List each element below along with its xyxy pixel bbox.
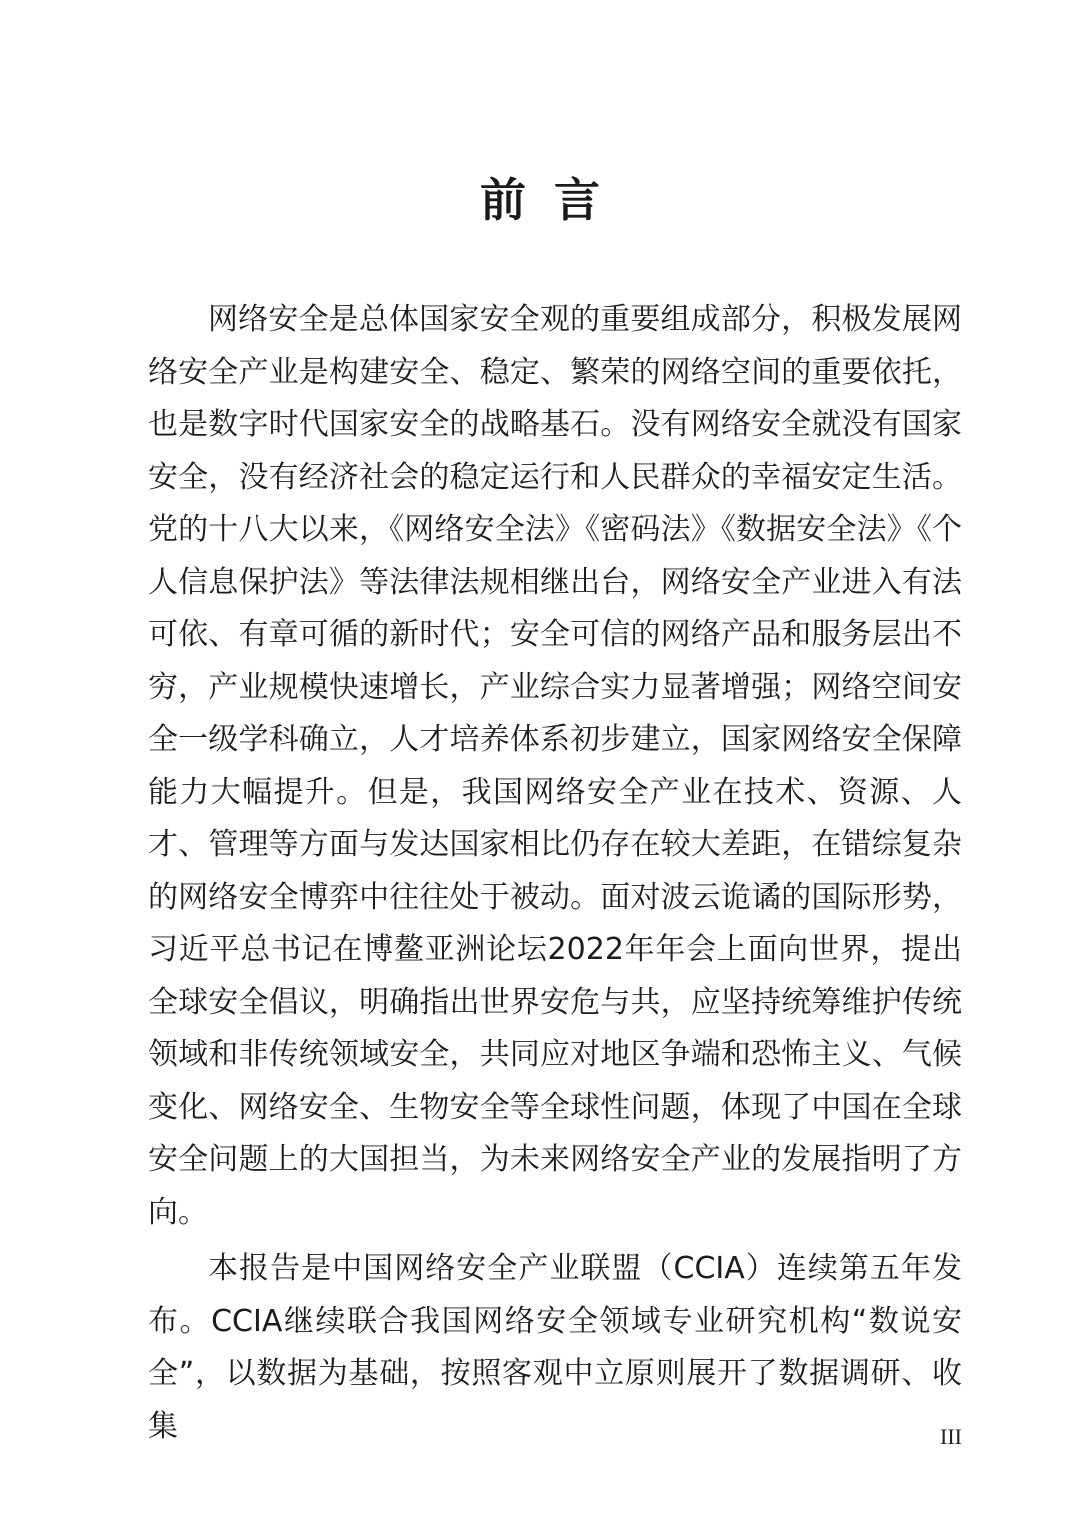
body-text <box>148 294 962 1453</box>
paragraph-2: 本报告是中国网络安全产业联盟（CCIA）连续第五年发布。CCIA继续联合我国网络安全领域专业研究机构“数说安全”，以数据为基础，按照客观中立原则展开了数据调研、收集 <box>148 1251 962 1444</box>
page-title: 前言 <box>480 173 628 227</box>
paragraph-1: 网络安全是总体国家安全观的重要组成部分，积极发展网络安全产业是构建安全、稳定、繁荣的网络空间的重要依托，也是数字时代国家安全的战略基石。没有网络安全就没有国家安全，没有经济社会的稳定运行和人民群众的幸福安定生活。党的十八大以来，《网络安全法》《密码法》《数据安全法》《个人信息保护法》等法律法规相继出台，网络安全产业进入有法可依、有章可循的新时代；安全可信的网络产品和服务层出不穷，产业规模快速增长，产业综合实力显著增强；网络空间安全一级学科确立，人才培养体系初步建立，国家网络安全保障能力大幅提升。但是，我国网络安全产业在技术、资源、人才、管理等方面与发达国家相比仍存在较大差距，在错综复杂的网络安全博弈中往往处于被动。面对波云诡谲的国际形势，习近平总书记在博鳌亚洲论坛2022年年会上面向世界，提出全球安全倡议，明确指出世界安危与共，应坚持统筹维护传统领域和非传统领域安全，共同应对地区争端和恐怖主义、气候变化、网络安全、生物安全等全球性问题，体现了中国在全球安全问题上的大国担当，为未来网络安全产业的发展指明了方向。 <box>148 302 962 1230</box>
page-number: III <box>940 1424 962 1449</box>
